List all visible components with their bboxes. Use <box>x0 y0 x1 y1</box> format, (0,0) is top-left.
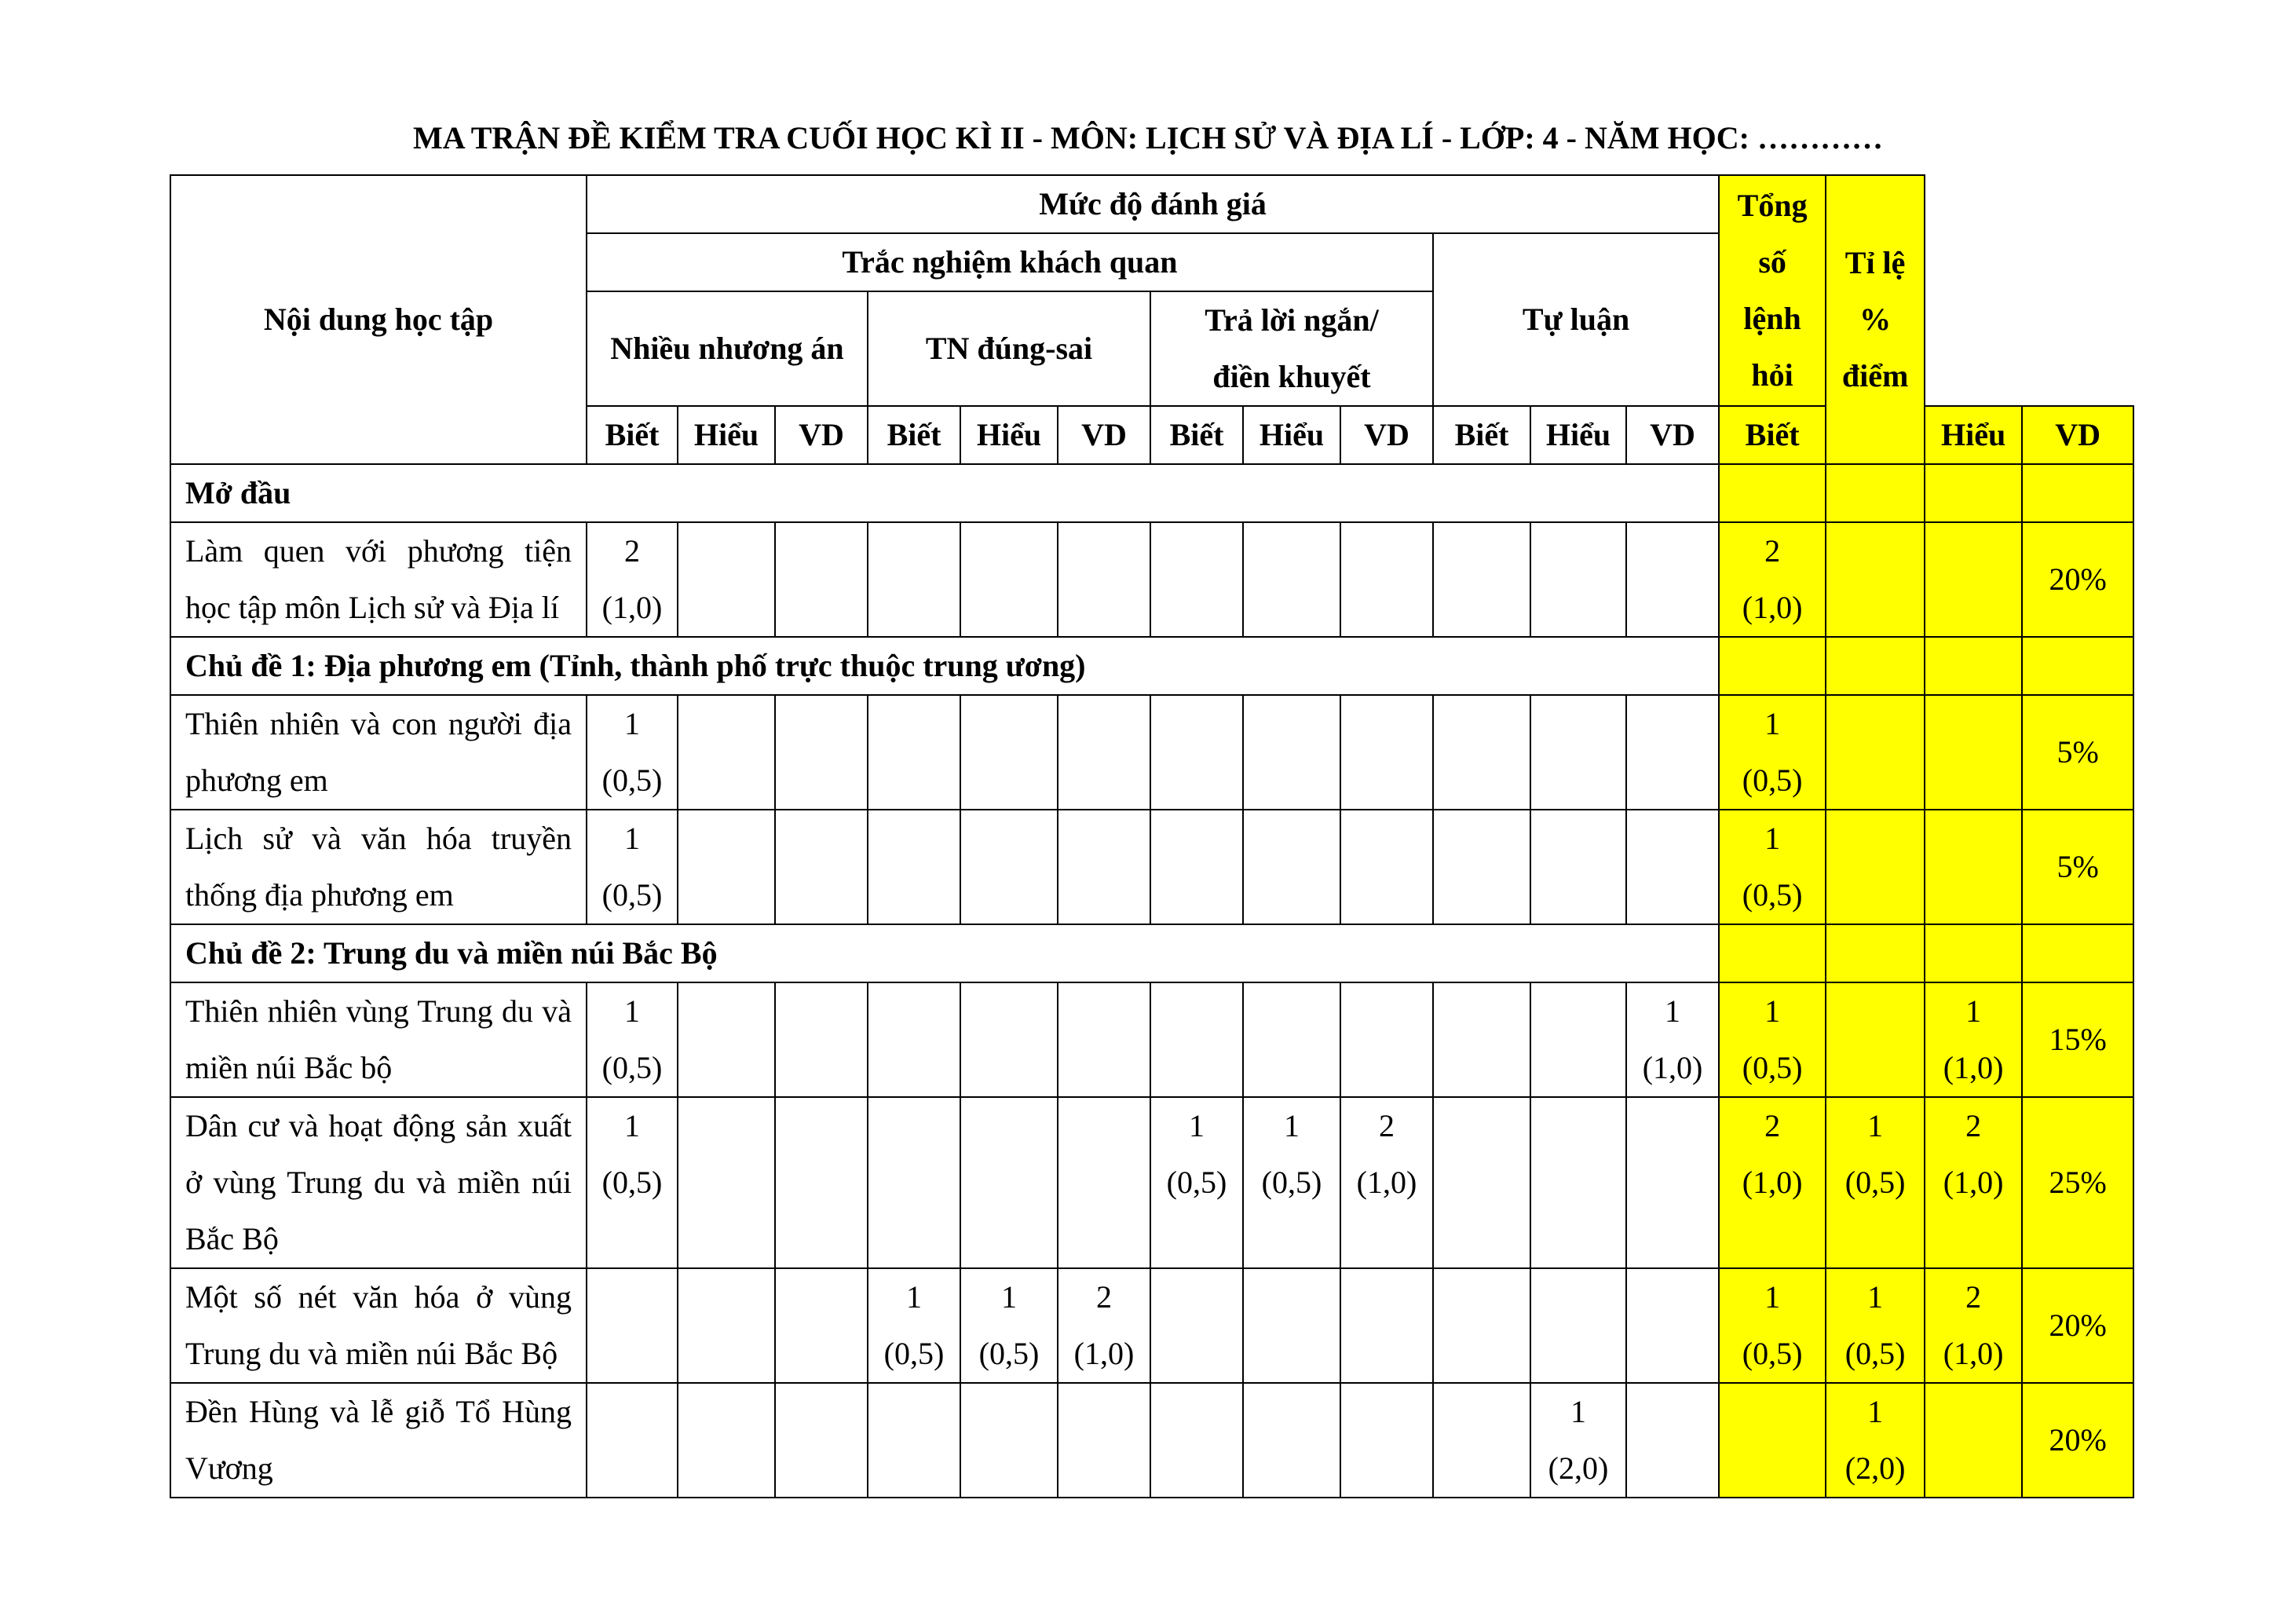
cell-value: 1 <box>1867 1108 1884 1143</box>
ratio-cell: 20% <box>2022 1268 2133 1383</box>
section-title: Chủ đề 2: Trung du và miền núi Bắc Bộ <box>170 924 1719 982</box>
total-cell <box>1826 982 1925 1097</box>
table-row <box>170 522 2133 637</box>
total-cell <box>1925 1268 2022 1383</box>
level-cell <box>1243 522 1340 637</box>
cell-value: 1 <box>1001 1279 1017 1315</box>
level-cell <box>1530 1097 1626 1268</box>
level-cell <box>1433 1268 1530 1383</box>
cell-value: 1 <box>624 993 640 1029</box>
header-total: Tổng số lệnh hỏi <box>1719 175 1826 406</box>
cell-value: (1,0) <box>601 590 663 625</box>
level-cell <box>868 1097 960 1268</box>
level-cell <box>1150 1383 1243 1498</box>
cell-value: 1 <box>1570 1394 1586 1429</box>
total-cell <box>1719 810 1826 924</box>
level-cell <box>775 522 868 637</box>
section-row <box>170 637 2133 695</box>
header-ratio-line2: % <box>1859 302 1892 337</box>
assessment-matrix-table <box>170 174 2134 1498</box>
cell-value: 1 <box>1867 1279 1884 1315</box>
total-cell <box>1925 810 2022 924</box>
total-cell <box>1925 1097 2022 1268</box>
level-cell <box>1243 1383 1340 1498</box>
section-total-cell <box>1719 924 1826 982</box>
header-content: Nội dung học tập <box>170 175 587 464</box>
level-cell <box>868 522 960 637</box>
header-row-1 <box>170 175 2133 233</box>
section-total-cell <box>1826 924 1925 982</box>
header-assessment-level: Mức độ đánh giá <box>587 175 1719 233</box>
total-cell <box>1826 1097 1925 1268</box>
total-cell <box>1826 1383 1925 1498</box>
level-cell <box>960 522 1058 637</box>
level-cell <box>1243 695 1340 810</box>
header-true-false: TN đúng-sai <box>868 291 1150 406</box>
level-cell <box>868 1383 960 1498</box>
level-header-vd: VD <box>2022 406 2133 464</box>
table-row <box>170 1383 2133 1498</box>
level-cell <box>775 810 868 924</box>
level-cell <box>678 695 775 810</box>
level-cell <box>1626 1268 1719 1383</box>
cell-value: 2 <box>1764 533 1781 569</box>
level-cell <box>1340 1383 1433 1498</box>
ratio-cell: 15% <box>2022 982 2133 1097</box>
level-cell <box>960 1097 1058 1268</box>
level-header-vd: VD <box>1058 406 1150 464</box>
cell-value: 2 <box>1965 1108 1982 1143</box>
cell-value: (0,5) <box>1742 1050 1803 1085</box>
level-cell <box>1150 810 1243 924</box>
section-title: Chủ đề 1: Địa phương em (Tỉnh, thành phố trực thuộc trung ương) <box>170 637 1719 695</box>
cell-value: (1,0) <box>1073 1336 1135 1371</box>
level-cell <box>678 522 775 637</box>
level-cell <box>868 1268 960 1383</box>
level-header-biet: Biết <box>1150 406 1243 464</box>
section-total-cell <box>2022 924 2133 982</box>
cell-value: 1 <box>1764 821 1781 856</box>
level-header-hieu: Hiểu <box>1243 406 1340 464</box>
cell-value: (1,0) <box>1742 1165 1803 1200</box>
cell-value: 1 <box>1764 993 1781 1029</box>
level-cell <box>1058 522 1150 637</box>
header-ratio-line3: điểm <box>1841 358 1909 393</box>
level-cell <box>1530 522 1626 637</box>
total-cell <box>1925 522 2022 637</box>
level-cell <box>1340 695 1433 810</box>
ratio-cell: 20% <box>2022 522 2133 637</box>
level-cell <box>678 1097 775 1268</box>
level-cell <box>678 1268 775 1383</box>
cell-value: (1,0) <box>1943 1336 2004 1371</box>
section-total-cell <box>2022 464 2133 522</box>
level-cell <box>1058 1097 1150 1268</box>
cell-value: 1 <box>906 1279 922 1315</box>
cell-value: (0,5) <box>1742 1336 1803 1371</box>
table-row <box>170 695 2133 810</box>
total-cell <box>1719 1268 1826 1383</box>
cell-value: 2 <box>1096 1279 1112 1315</box>
cell-value: 1 <box>1284 1108 1300 1143</box>
level-cell <box>1626 695 1719 810</box>
level-cell <box>678 810 775 924</box>
section-total-cell <box>1826 637 1925 695</box>
level-cell <box>868 810 960 924</box>
level-cell <box>1340 522 1433 637</box>
level-cell <box>868 695 960 810</box>
level-cell <box>1530 1268 1626 1383</box>
level-cell <box>678 982 775 1097</box>
section-total-cell <box>1826 464 1925 522</box>
cell-value: (0,5) <box>601 1165 663 1200</box>
cell-value: 1 <box>1867 1394 1884 1429</box>
level-cell <box>1058 1383 1150 1498</box>
level-header-biet: Biết <box>868 406 960 464</box>
level-header-hieu: Hiểu <box>960 406 1058 464</box>
level-cell <box>775 1383 868 1498</box>
table-row <box>170 1268 2133 1383</box>
level-cell <box>1433 695 1530 810</box>
level-cell <box>587 1268 678 1383</box>
header-short-answer-line1: Trả lời ngắn/ <box>1205 302 1379 338</box>
total-cell <box>1719 522 1826 637</box>
section-row <box>170 464 2133 522</box>
cell-value: 2 <box>1379 1108 1395 1143</box>
total-cell <box>1925 695 2022 810</box>
level-header-hieu: Hiểu <box>678 406 775 464</box>
cell-value: 1 <box>624 821 640 856</box>
level-header-vd: VD <box>1340 406 1433 464</box>
table-row <box>170 982 2133 1097</box>
level-cell <box>775 982 868 1097</box>
level-cell <box>587 810 678 924</box>
level-cell <box>1243 810 1340 924</box>
level-cell <box>1626 982 1719 1097</box>
header-essay: Tự luận <box>1433 233 1719 406</box>
level-cell <box>1243 1097 1340 1268</box>
cell-value: 2 <box>1965 1279 1982 1315</box>
cell-value: (0,5) <box>1844 1336 1906 1371</box>
level-cell <box>587 522 678 637</box>
cell-value: 1 <box>1764 1279 1781 1315</box>
content-cell: Dân cư và hoạt động sản xuất ở vùng Trung du và miền núi Bắc Bộ <box>170 1097 587 1268</box>
level-cell <box>775 1097 868 1268</box>
cell-value: (1,0) <box>1356 1165 1417 1200</box>
header-short-answer-line2: điền khuyết <box>1212 359 1371 394</box>
level-cell <box>587 695 678 810</box>
level-cell <box>1150 982 1243 1097</box>
cell-value: (0,5) <box>978 1336 1040 1371</box>
header-ratio <box>1826 175 1925 464</box>
cell-value: 1 <box>1965 993 1982 1029</box>
level-cell <box>1058 810 1150 924</box>
cell-value: (0,5) <box>1261 1165 1322 1200</box>
cell-value: (1,0) <box>1943 1050 2004 1085</box>
content-cell: Thiên nhiên và con người địa phương em <box>170 695 587 810</box>
cell-value: (2,0) <box>1844 1450 1906 1486</box>
section-total-cell <box>1925 924 2022 982</box>
level-cell <box>868 982 960 1097</box>
level-cell <box>1058 1268 1150 1383</box>
cell-value: 1 <box>1665 993 1681 1029</box>
section-total-cell <box>1719 637 1826 695</box>
level-cell <box>1150 695 1243 810</box>
level-cell <box>587 982 678 1097</box>
total-cell <box>1719 1383 1826 1498</box>
total-cell <box>1719 695 1826 810</box>
header-objective: Trắc nghiệm khách quan <box>587 233 1433 291</box>
level-cell <box>1530 695 1626 810</box>
cell-value: (2,0) <box>1548 1450 1609 1486</box>
cell-value: (0,5) <box>601 1050 663 1085</box>
level-cell <box>1243 982 1340 1097</box>
level-cell <box>587 1383 678 1498</box>
level-header-hieu: Hiểu <box>1530 406 1626 464</box>
section-row <box>170 924 2133 982</box>
section-total-cell <box>1719 464 1826 522</box>
level-cell <box>1530 1383 1626 1498</box>
cell-value: 1 <box>624 1108 640 1143</box>
level-cell <box>960 1383 1058 1498</box>
cell-value: 2 <box>624 533 640 569</box>
section-title: Mở đầu <box>170 464 1719 522</box>
section-total-cell <box>1925 464 2022 522</box>
cell-value: (0,5) <box>1844 1165 1906 1200</box>
level-header-biet: Biết <box>1719 406 1826 464</box>
level-cell <box>775 1268 868 1383</box>
cell-value: (0,5) <box>601 877 663 913</box>
level-header-vd: VD <box>1626 406 1719 464</box>
level-cell <box>1340 1268 1433 1383</box>
cell-value: 1 <box>624 706 640 741</box>
level-cell <box>1150 1097 1243 1268</box>
level-cell <box>960 810 1058 924</box>
page-title: MA TRẬN ĐỀ KIỂM TRA CUỐI HỌC KÌ II - MÔN: LỊCH SỬ VÀ ĐỊA LÍ - LỚP: 4 - NĂM HỌC: ………… <box>413 120 1883 155</box>
level-header-vd: VD <box>775 406 868 464</box>
level-cell <box>1150 522 1243 637</box>
level-cell <box>1340 1097 1433 1268</box>
total-cell <box>1826 810 1925 924</box>
level-header-biet: Biết <box>587 406 678 464</box>
content-cell: Một số nét văn hóa ở vùng Trung du và miền núi Bắc Bộ <box>170 1268 587 1383</box>
ratio-cell: 5% <box>2022 810 2133 924</box>
total-cell <box>1925 1383 2022 1498</box>
header-short-answer <box>1150 291 1433 406</box>
total-cell <box>1826 1268 1925 1383</box>
level-cell <box>960 1268 1058 1383</box>
header-multiple-choice: Nhiều nhương án <box>587 291 868 406</box>
level-header-hieu: Hiểu <box>1925 406 2022 464</box>
level-cell <box>1626 1383 1719 1498</box>
cell-value: 2 <box>1764 1108 1781 1143</box>
total-cell <box>1719 1097 1826 1268</box>
cell-value: (0,5) <box>1742 763 1803 798</box>
level-cell <box>1433 982 1530 1097</box>
cell-value: (0,5) <box>883 1336 945 1371</box>
cell-value: 1 <box>1189 1108 1205 1143</box>
cell-value: (0,5) <box>1166 1165 1227 1200</box>
level-cell <box>1433 810 1530 924</box>
level-cell <box>1530 810 1626 924</box>
level-cell <box>960 982 1058 1097</box>
level-cell <box>960 695 1058 810</box>
table-row <box>170 1097 2133 1268</box>
level-cell <box>1340 810 1433 924</box>
content-cell: Làm quen với phương tiện học tập môn Lịch sử và Địa lí <box>170 522 587 637</box>
section-total-cell <box>2022 637 2133 695</box>
cell-value: (0,5) <box>1742 877 1803 913</box>
level-header-biet: Biết <box>1433 406 1530 464</box>
cell-value: 1 <box>1764 706 1781 741</box>
cell-value: (0,5) <box>601 763 663 798</box>
level-cell <box>1626 810 1719 924</box>
total-cell <box>1826 695 1925 810</box>
content-cell: Đền Hùng và lễ giỗ Tổ Hùng Vương <box>170 1383 587 1498</box>
cell-value: (1,0) <box>1943 1165 2004 1200</box>
table-row <box>170 810 2133 924</box>
level-cell <box>1058 982 1150 1097</box>
cell-value: (1,0) <box>1642 1050 1703 1085</box>
level-cell <box>1626 1097 1719 1268</box>
content-cell: Lịch sử và văn hóa truyền thống địa phương em <box>170 810 587 924</box>
level-cell <box>1150 1268 1243 1383</box>
total-cell <box>1719 982 1826 1097</box>
ratio-cell: 25% <box>2022 1097 2133 1268</box>
ratio-cell: 20% <box>2022 1383 2133 1498</box>
level-cell <box>1530 982 1626 1097</box>
level-cell <box>1058 695 1150 810</box>
level-cell <box>1243 1268 1340 1383</box>
level-cell <box>1340 982 1433 1097</box>
cell-value: (1,0) <box>1742 590 1803 625</box>
level-cell <box>775 695 868 810</box>
level-cell <box>1433 1097 1530 1268</box>
level-cell <box>587 1097 678 1268</box>
total-cell <box>1925 982 2022 1097</box>
ratio-cell: 5% <box>2022 695 2133 810</box>
level-cell <box>678 1383 775 1498</box>
level-cell <box>1433 522 1530 637</box>
level-cell <box>1433 1383 1530 1498</box>
section-total-cell <box>1925 637 2022 695</box>
level-cell <box>1626 522 1719 637</box>
content-cell: Thiên nhiên vùng Trung du và miền núi Bắc bộ <box>170 982 587 1097</box>
total-cell <box>1826 522 1925 637</box>
header-ratio-line1: Tỉ lệ <box>1844 245 1906 280</box>
